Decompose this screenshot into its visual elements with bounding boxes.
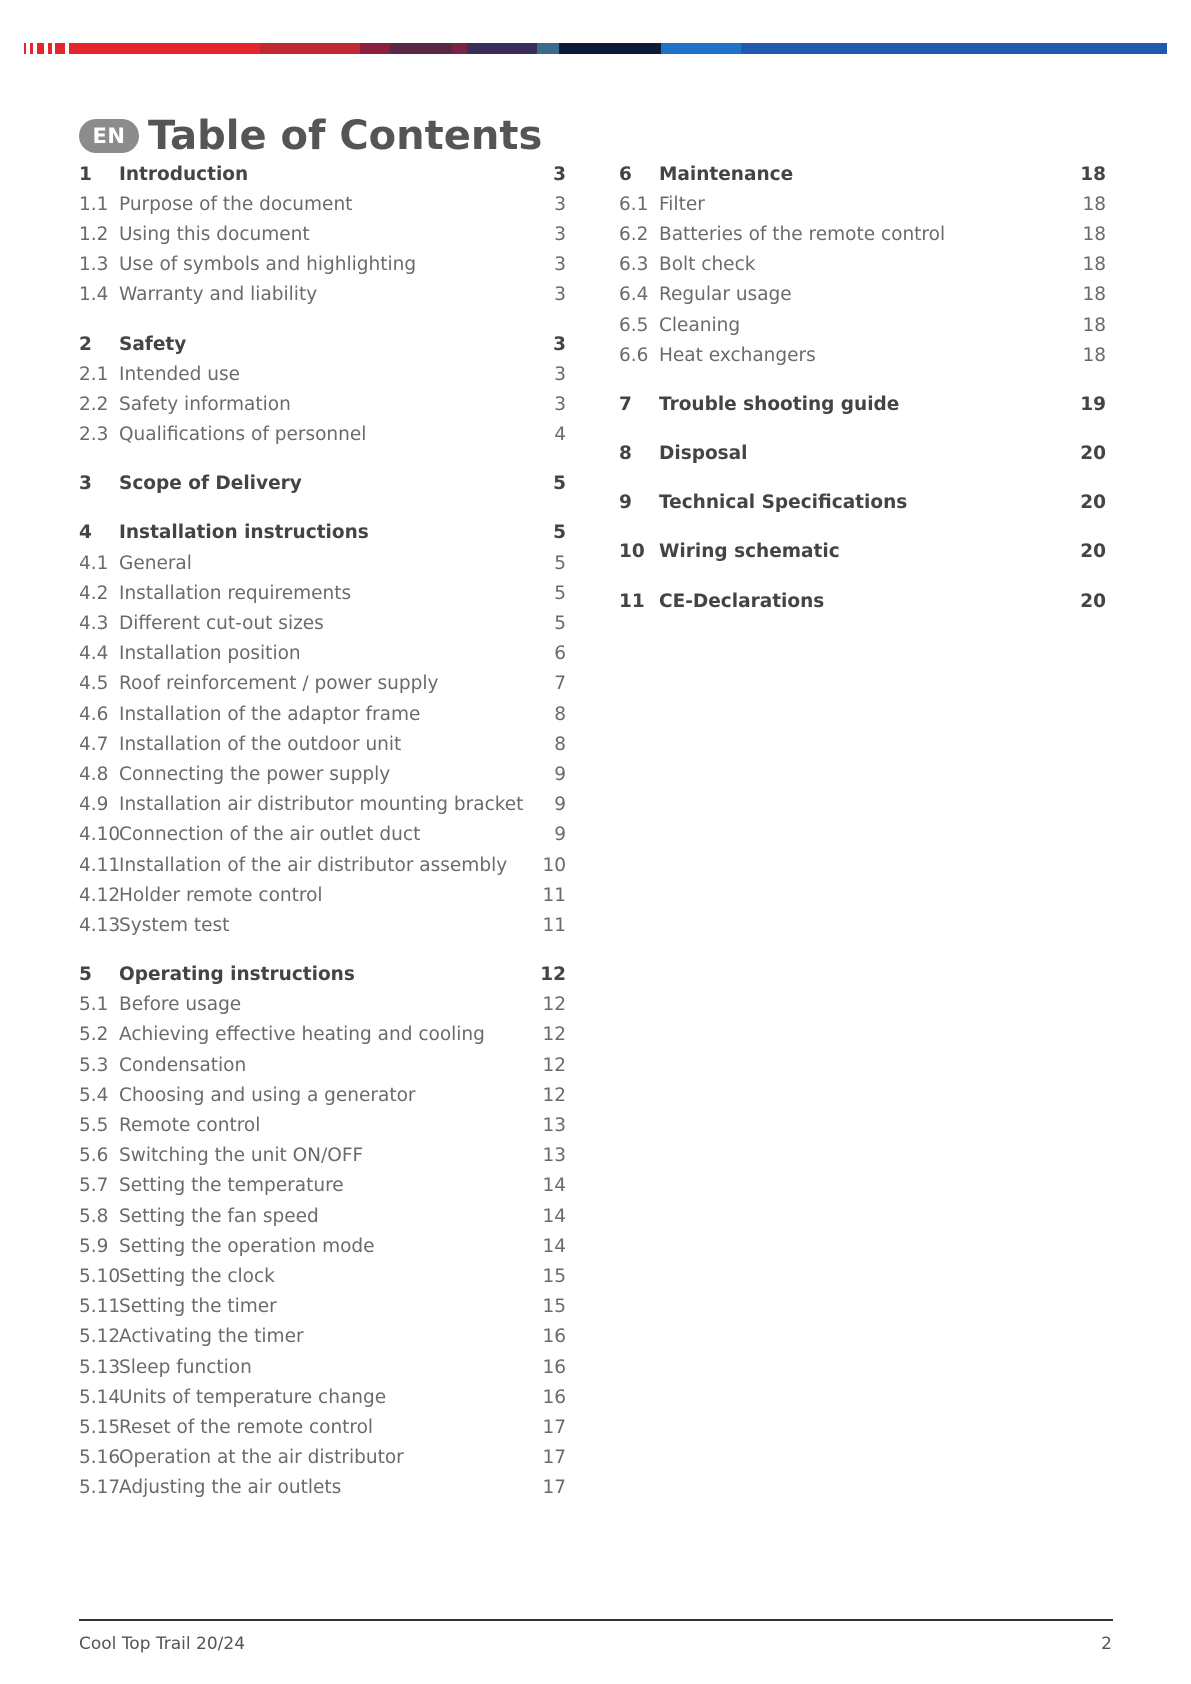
entry-number: 1.4 — [79, 284, 109, 306]
toc-chapter — [619, 439, 1106, 469]
entry-title: Heat exchangers — [659, 344, 816, 366]
entry-title: Use of symbols and highlighting — [119, 254, 417, 276]
entry-page: 12 — [542, 1084, 566, 1106]
entry-page: 18 — [1082, 193, 1106, 215]
entry-title: Operating instructions — [119, 964, 355, 986]
entry-number: 4.1 — [79, 552, 109, 574]
toc-left-column — [79, 159, 566, 1522]
entry-page: 20 — [1080, 492, 1106, 514]
entry-number: 6.4 — [619, 284, 649, 306]
entry-title: Switching the unit ON/OFF — [119, 1145, 364, 1167]
footer-document-name: Cool Top Trail 20/24 — [79, 1634, 246, 1654]
entry-page: 19 — [1080, 393, 1106, 415]
entry-number: 4.6 — [79, 703, 109, 725]
entry-title: Technical Specifications — [659, 492, 908, 514]
toc-section-entry[interactable] — [79, 1261, 566, 1291]
toc-section-entry[interactable] — [79, 1352, 566, 1382]
entry-title: Using this document — [119, 223, 310, 245]
toc-chapter — [79, 469, 566, 499]
entry-page: 18 — [1082, 314, 1106, 336]
entry-number: 4.4 — [79, 643, 109, 665]
entry-number: 4.13 — [79, 914, 121, 936]
toc-chapter — [619, 488, 1106, 518]
toc-section-entry[interactable] — [79, 389, 566, 419]
entry-page: 3 — [554, 223, 566, 245]
entry-page: 12 — [542, 1054, 566, 1076]
entry-number: 5.16 — [79, 1447, 121, 1469]
entry-page: 9 — [554, 824, 566, 846]
entry-page: 3 — [554, 363, 566, 385]
entry-number: 1 — [79, 163, 92, 185]
entry-number: 4.10 — [79, 824, 121, 846]
entry-number: 8 — [619, 443, 632, 465]
entry-page: 15 — [542, 1296, 566, 1318]
entry-page: 18 — [1082, 254, 1106, 276]
entry-title: Sleep function — [119, 1356, 252, 1378]
toc-section-entry[interactable] — [79, 850, 566, 880]
toc-chapter-entry[interactable] — [619, 389, 1106, 419]
entry-title: Safety information — [119, 393, 291, 415]
toc-section-entry[interactable] — [79, 1141, 566, 1171]
entry-title: Filter — [659, 193, 705, 215]
entry-title: Warranty and liability — [119, 284, 318, 306]
page-header — [79, 112, 542, 160]
toc-section-entry[interactable] — [79, 669, 566, 699]
toc-chapter — [619, 389, 1106, 419]
entry-page: 18 — [1082, 223, 1106, 245]
toc-section-entry[interactable] — [619, 310, 1106, 340]
entry-number: 4.8 — [79, 763, 109, 785]
entry-number: 5 — [79, 964, 92, 986]
entry-page: 5 — [553, 473, 566, 495]
toc-chapter-entry[interactable] — [619, 439, 1106, 469]
entry-title: Different cut-out sizes — [119, 613, 324, 635]
entry-number: 9 — [619, 492, 632, 514]
entry-number: 5.3 — [79, 1054, 109, 1076]
toc-chapter-entry[interactable] — [79, 159, 566, 189]
entry-number: 3 — [79, 473, 92, 495]
entry-page: 16 — [542, 1326, 566, 1348]
entry-number: 2.3 — [79, 424, 109, 446]
entry-title: Installation position — [119, 643, 301, 665]
language-badge: EN — [79, 119, 139, 153]
toc-section-entry[interactable] — [79, 729, 566, 759]
footer-divider — [79, 1619, 1113, 1621]
entry-title: System test — [119, 914, 230, 936]
entry-number: 1.2 — [79, 223, 109, 245]
entry-number: 5.4 — [79, 1084, 109, 1106]
toc-section-entry[interactable] — [79, 1412, 566, 1442]
entry-page: 12 — [542, 1024, 566, 1046]
entry-title: Installation air distributor mounting bracket — [119, 794, 524, 816]
entry-page: 20 — [1080, 541, 1106, 563]
toc-section-entry[interactable] — [79, 359, 566, 389]
entry-number: 5.11 — [79, 1296, 121, 1318]
entry-number: 5.9 — [79, 1235, 109, 1257]
entry-page: 8 — [554, 703, 566, 725]
toc-chapter-entry[interactable] — [79, 518, 566, 548]
toc-section-entry[interactable] — [79, 219, 566, 249]
entry-page: 14 — [542, 1235, 566, 1257]
entry-title: Choosing and using a generator — [119, 1084, 416, 1106]
entry-page: 16 — [542, 1356, 566, 1378]
entry-title: Installation of the air distributor assembly — [119, 854, 508, 876]
entry-title: Operation at the air distributor — [119, 1447, 404, 1469]
toc-section-entry[interactable] — [79, 880, 566, 910]
entry-number: 11 — [619, 590, 645, 612]
entry-page: 5 — [554, 613, 566, 635]
toc-chapter — [79, 159, 566, 310]
entry-page: 6 — [554, 643, 566, 665]
entry-title: General — [119, 552, 192, 574]
toc-chapter-entry[interactable] — [619, 537, 1106, 567]
toc-chapter-entry[interactable] — [619, 159, 1106, 189]
entry-page: 3 — [554, 393, 566, 415]
entry-number: 4.12 — [79, 884, 121, 906]
toc-section-entry[interactable] — [79, 1050, 566, 1080]
entry-page: 14 — [542, 1205, 566, 1227]
entry-number: 5.5 — [79, 1115, 109, 1137]
entry-page: 14 — [542, 1175, 566, 1197]
toc-section-entry[interactable] — [79, 1020, 566, 1050]
entry-title: Adjusting the air outlets — [119, 1477, 342, 1499]
toc-chapter — [619, 586, 1106, 616]
entry-title: Setting the clock — [119, 1265, 275, 1287]
entry-title: Disposal — [659, 443, 748, 465]
entry-number: 5.17 — [79, 1477, 121, 1499]
entry-page: 5 — [554, 582, 566, 604]
toc-section-entry[interactable] — [79, 548, 566, 578]
entry-title: Units of temperature change — [119, 1386, 387, 1408]
entry-title: Holder remote control — [119, 884, 323, 906]
entry-number: 4.9 — [79, 794, 109, 816]
entry-page: 17 — [542, 1447, 566, 1469]
toc-section-entry[interactable] — [79, 1171, 566, 1201]
toc-chapter-entry[interactable] — [79, 469, 566, 499]
entry-number: 1.3 — [79, 254, 109, 276]
entry-page: 17 — [542, 1477, 566, 1499]
entry-page: 11 — [542, 914, 566, 936]
entry-page: 4 — [554, 424, 566, 446]
toc-section-entry[interactable] — [79, 420, 566, 450]
entry-title: Wiring schematic — [659, 541, 840, 563]
entry-number: 5.8 — [79, 1205, 109, 1227]
entry-title: Reset of the remote control — [119, 1416, 374, 1438]
entry-page: 3 — [554, 284, 566, 306]
entry-title: Regular usage — [659, 284, 792, 306]
entry-title: Cleaning — [659, 314, 741, 336]
entry-title: Installation of the adaptor frame — [119, 703, 421, 725]
toc-section-entry[interactable] — [79, 280, 566, 310]
entry-number: 1.1 — [79, 193, 109, 215]
entry-title: Batteries of the remote control — [659, 223, 946, 245]
toc-chapter — [79, 518, 566, 941]
entry-number: 6.2 — [619, 223, 649, 245]
entry-page: 3 — [553, 333, 566, 355]
entry-page: 3 — [553, 163, 566, 185]
entry-number: 5.1 — [79, 994, 109, 1016]
entry-title: Setting the timer — [119, 1296, 277, 1318]
toc-chapter-entry[interactable] — [79, 329, 566, 359]
entry-page: 3 — [554, 193, 566, 215]
toc-section-entry[interactable] — [79, 639, 566, 669]
toc-section-entry[interactable] — [79, 1473, 566, 1503]
entry-page: 17 — [542, 1416, 566, 1438]
entry-title: Intended use — [119, 363, 241, 385]
toc-section-entry[interactable] — [619, 340, 1106, 370]
entry-number: 6 — [619, 163, 632, 185]
entry-number: 5.13 — [79, 1356, 121, 1378]
entry-number: 5.6 — [79, 1145, 109, 1167]
toc-section-entry[interactable] — [79, 759, 566, 789]
entry-number: 4 — [79, 522, 92, 544]
entry-page: 9 — [554, 794, 566, 816]
entry-page: 18 — [1082, 284, 1106, 306]
entry-title: Connecting the power supply — [119, 763, 391, 785]
entry-title: CE-Declarations — [659, 590, 825, 612]
entry-title: Condensation — [119, 1054, 247, 1076]
entry-number: 2.2 — [79, 393, 109, 415]
entry-title: Achieving effective heating and cooling — [119, 1024, 485, 1046]
toc-section-entry[interactable] — [79, 699, 566, 729]
entry-page: 18 — [1082, 344, 1106, 366]
entry-number: 4.5 — [79, 673, 109, 695]
toc-chapter-entry[interactable] — [619, 586, 1106, 616]
entry-page: 8 — [554, 733, 566, 755]
entry-title: Maintenance — [659, 163, 794, 185]
toc-section-entry[interactable] — [79, 189, 566, 219]
toc-right-column — [619, 159, 1106, 635]
toc-section-entry[interactable] — [79, 608, 566, 638]
entry-number: 10 — [619, 541, 645, 563]
entry-title: Purpose of the document — [119, 193, 353, 215]
entry-title: Safety — [119, 333, 187, 355]
entry-number: 5.14 — [79, 1386, 121, 1408]
entry-page: 13 — [542, 1115, 566, 1137]
toc-section-entry[interactable] — [79, 1443, 566, 1473]
entry-title: Setting the operation mode — [119, 1235, 375, 1257]
toc-chapter — [79, 960, 566, 1503]
entry-page: 9 — [554, 763, 566, 785]
toc-section-entry[interactable] — [79, 790, 566, 820]
entry-title: Bolt check — [659, 254, 756, 276]
toc-section-entry[interactable] — [79, 1382, 566, 1412]
toc-section-entry[interactable] — [79, 910, 566, 940]
entry-title: Before usage — [119, 994, 242, 1016]
toc-section-entry[interactable] — [79, 1201, 566, 1231]
toc-section-entry[interactable] — [79, 578, 566, 608]
toc-section-entry[interactable] — [619, 189, 1106, 219]
entry-title: Installation instructions — [119, 522, 369, 544]
toc-section-entry[interactable] — [79, 1292, 566, 1322]
toc-chapter — [619, 537, 1106, 567]
entry-number: 4.7 — [79, 733, 109, 755]
entry-number: 6.3 — [619, 254, 649, 276]
entry-title: Remote control — [119, 1115, 261, 1137]
toc-chapter-entry[interactable] — [619, 488, 1106, 518]
page-title: Table of Contents — [148, 113, 543, 159]
toc-section-entry[interactable] — [79, 1080, 566, 1110]
entry-number: 5.15 — [79, 1416, 121, 1438]
entry-number: 6.5 — [619, 314, 649, 336]
entry-page: 5 — [554, 552, 566, 574]
entry-number: 4.3 — [79, 613, 109, 635]
entry-title: Introduction — [119, 163, 249, 185]
entry-number: 6.1 — [619, 193, 649, 215]
entry-number: 5.10 — [79, 1265, 121, 1287]
entry-title: Setting the fan speed — [119, 1205, 319, 1227]
entry-number: 4.2 — [79, 582, 109, 604]
entry-number: 2 — [79, 333, 92, 355]
entry-number: 6.6 — [619, 344, 649, 366]
toc-section-entry[interactable] — [79, 1110, 566, 1140]
entry-title: Setting the temperature — [119, 1175, 344, 1197]
entry-title: Qualifications of personnel — [119, 424, 367, 446]
toc-section-entry[interactable] — [79, 990, 566, 1020]
entry-page: 7 — [554, 673, 566, 695]
entry-number: 4.11 — [79, 854, 121, 876]
entry-number: 5.2 — [79, 1024, 109, 1046]
toc-chapter — [79, 329, 566, 450]
toc-chapter-entry[interactable] — [79, 960, 566, 990]
entry-title: Activating the timer — [119, 1326, 304, 1348]
toc-section-entry[interactable] — [619, 280, 1106, 310]
entry-title: Trouble shooting guide — [659, 393, 900, 415]
entry-page: 15 — [542, 1265, 566, 1287]
footer-page-number: 2 — [1101, 1634, 1112, 1654]
entry-title: Scope of Delivery — [119, 473, 302, 495]
toc-section-entry[interactable] — [79, 1231, 566, 1261]
entry-page: 20 — [1080, 590, 1106, 612]
toc-section-entry[interactable] — [79, 820, 566, 850]
entry-page: 12 — [540, 964, 566, 986]
entry-page: 11 — [542, 884, 566, 906]
brand-color-band — [24, 43, 1167, 54]
entry-title: Installation of the outdoor unit — [119, 733, 402, 755]
entry-number: 7 — [619, 393, 632, 415]
toc-section-entry[interactable] — [79, 1322, 566, 1352]
entry-page: 18 — [1080, 163, 1106, 185]
entry-page: 20 — [1080, 443, 1106, 465]
entry-title: Installation requirements — [119, 582, 352, 604]
entry-number: 5.12 — [79, 1326, 121, 1348]
entry-page: 10 — [542, 854, 566, 876]
entry-page: 12 — [542, 994, 566, 1016]
entry-page: 16 — [542, 1386, 566, 1408]
entry-page: 5 — [553, 522, 566, 544]
entry-title: Roof reinforcement / power supply — [119, 673, 439, 695]
toc-section-entry[interactable] — [619, 250, 1106, 280]
entry-number: 5.7 — [79, 1175, 109, 1197]
entry-number: 2.1 — [79, 363, 109, 385]
entry-page: 3 — [554, 254, 566, 276]
toc-section-entry[interactable] — [79, 250, 566, 280]
brand-color-band-graphic — [24, 43, 1167, 54]
toc-section-entry[interactable] — [619, 219, 1106, 249]
toc-chapter — [619, 159, 1106, 370]
entry-title: Connection of the air outlet duct — [119, 824, 421, 846]
entry-page: 13 — [542, 1145, 566, 1167]
